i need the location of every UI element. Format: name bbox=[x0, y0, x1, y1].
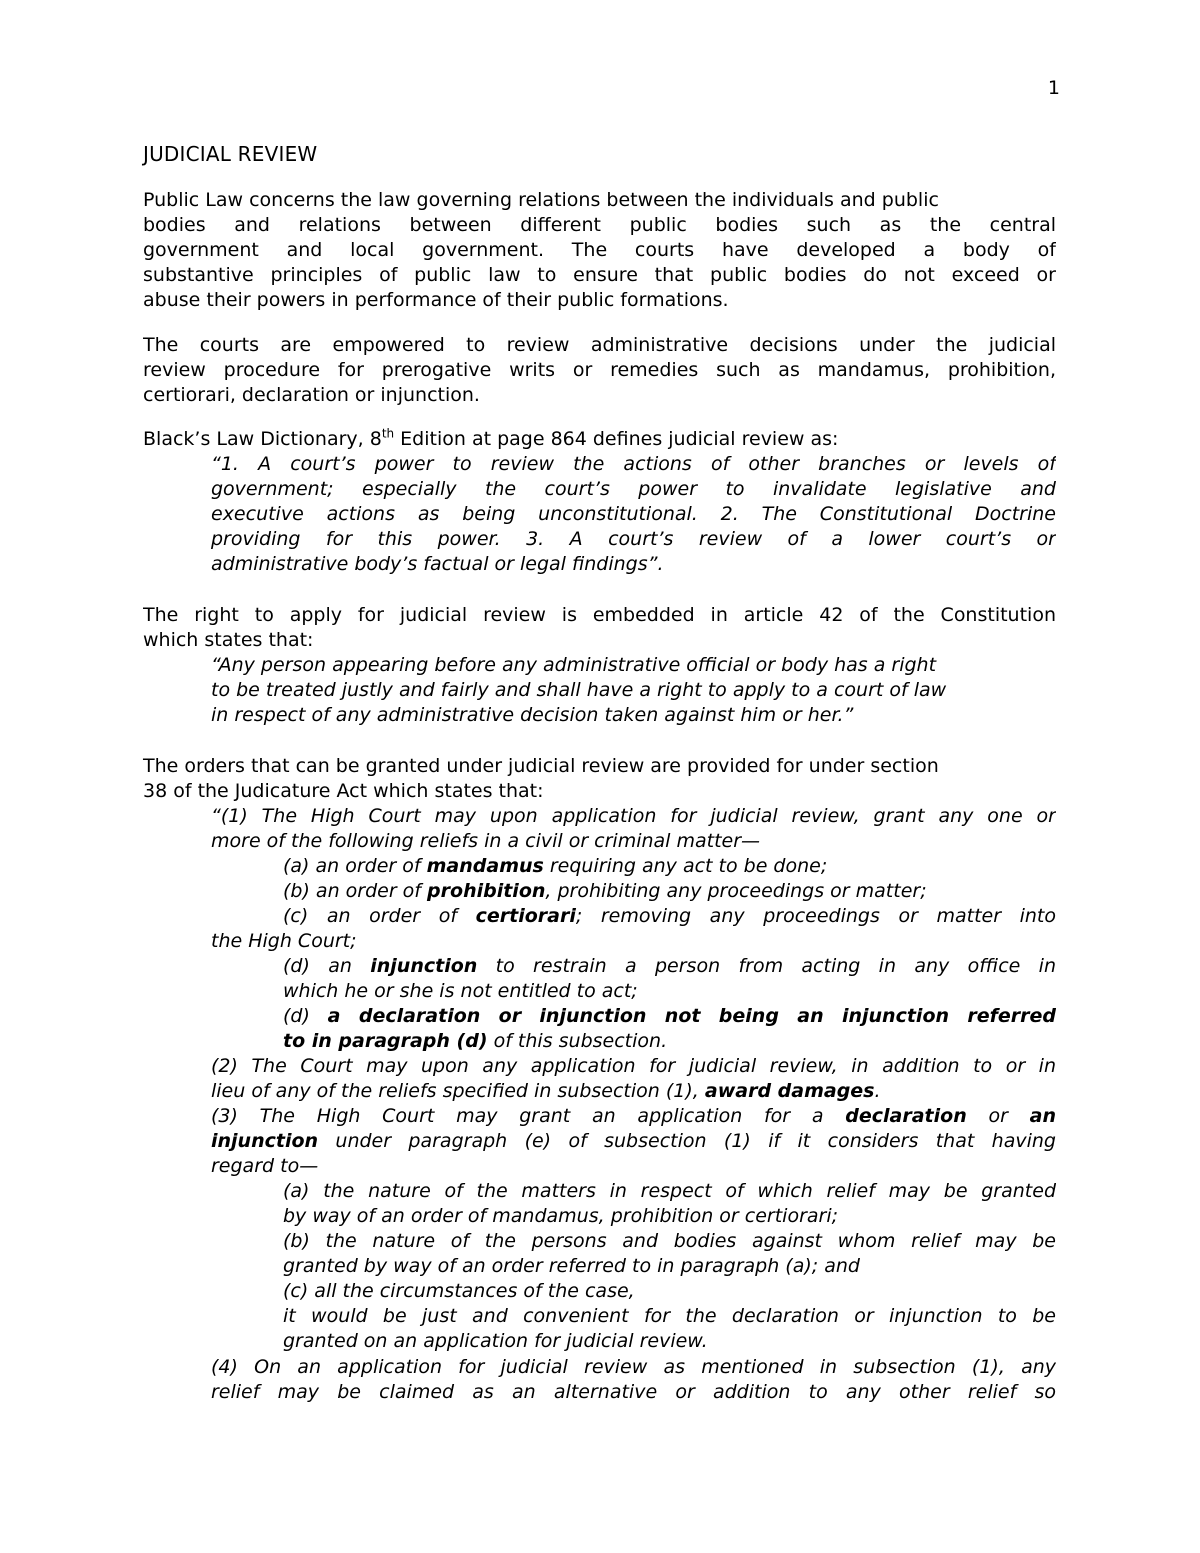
list-item bbox=[283, 879, 1056, 904]
list-reliefs-2 bbox=[283, 954, 1056, 1054]
text-fragment: or bbox=[966, 1105, 1030, 1127]
text-line: to be treated justly and fairly and shall have a right to apply to a court of law bbox=[211, 679, 947, 701]
text-fragment: , prohibiting any proceedings or matter; bbox=[545, 880, 927, 902]
text-line: bodies and relations between different public bodies such as the central bbox=[143, 214, 1056, 236]
text-line: substantive principles of public law to ensure that public bodies do not exceed or bbox=[143, 264, 1056, 286]
text-line: government and local government. The courts have developed a body of bbox=[143, 239, 1056, 261]
paragraph-courts-empowered bbox=[143, 333, 1056, 408]
text-line: The orders that can be granted under judicial review are provided for under section bbox=[143, 755, 939, 777]
quote-article-42 bbox=[211, 653, 1056, 728]
text-fragment: (c) an order of bbox=[283, 905, 476, 927]
text-fragment: requiring any act to be done; bbox=[543, 855, 828, 877]
text-line: certiorari, declaration or injunction. bbox=[143, 384, 480, 406]
paragraph-public-law bbox=[143, 188, 1056, 313]
text-fragment: (b) an order of bbox=[283, 880, 428, 902]
text-line bbox=[143, 427, 1056, 452]
text-line: regard to— bbox=[211, 1155, 319, 1177]
text-line: “Any person appearing before any administrative official or body has a right bbox=[211, 654, 937, 676]
text-line bbox=[211, 1129, 1056, 1154]
subsection-3 bbox=[211, 1104, 1056, 1179]
text-fragment: lieu of any of the reliefs specified in subsection (1), bbox=[211, 1080, 705, 1102]
list-item-continuation bbox=[211, 929, 1056, 954]
paragraph-section-38 bbox=[143, 754, 1056, 804]
bold-term: prohibition bbox=[427, 880, 546, 902]
text-fragment: ; removing any proceedings or matter into bbox=[575, 905, 1056, 927]
text-fragment: . bbox=[874, 1080, 881, 1102]
list-reliefs bbox=[283, 854, 1056, 929]
superscript: th bbox=[381, 426, 395, 441]
subsection-2 bbox=[211, 1054, 1056, 1104]
text-fragment: under paragraph (e) of subsection (1) if it considers that having bbox=[318, 1130, 1056, 1152]
text-line: Public Law concerns the law governing relations between the individuals and public bbox=[143, 189, 939, 211]
text-fragment: Edition at page 864 defines judicial review as: bbox=[394, 428, 839, 450]
bold-term: certiorari bbox=[475, 905, 576, 927]
text-fragment: of this subsection. bbox=[487, 1030, 668, 1052]
list-item bbox=[283, 954, 1056, 979]
text-line: more of the following reliefs in a civil or criminal matter— bbox=[211, 830, 761, 852]
text-line: (4) On an application for judicial review as mentioned in subsection (1), any bbox=[211, 1356, 1056, 1378]
text-line: relief may be claimed as an alternative or addition to any other relief so bbox=[211, 1381, 1056, 1403]
bold-term: declaration bbox=[845, 1105, 967, 1127]
document-title: JUDICIAL REVIEW bbox=[143, 142, 318, 166]
text-line: granted by way of an order referred to in paragraph (a); and bbox=[283, 1255, 860, 1277]
text-fragment: to restrain a person from acting in any office in bbox=[477, 955, 1056, 977]
bold-term: mandamus bbox=[426, 855, 544, 877]
text-line bbox=[211, 1104, 1056, 1129]
bold-term: to in paragraph (d) bbox=[283, 1030, 488, 1052]
bold-term: award damages bbox=[704, 1080, 875, 1102]
bold-term: injunction bbox=[370, 955, 478, 977]
list-item bbox=[283, 904, 1056, 929]
text-line: by way of an order of mandamus, prohibition or certiorari; bbox=[283, 1205, 839, 1227]
text-line: granted on an application for judicial review. bbox=[283, 1330, 708, 1352]
bold-term: a declaration or injunction not being an injunction referred bbox=[327, 1005, 1056, 1027]
bold-term: an bbox=[1029, 1105, 1056, 1127]
text-line: The courts are empowered to review administrative decisions under the judicial bbox=[143, 334, 1056, 356]
text-fragment: (d) an bbox=[283, 955, 371, 977]
text-line: The right to apply for judicial review is embedded in article 42 of the Constitution bbox=[143, 604, 1056, 626]
page-number: 1 bbox=[1047, 77, 1060, 99]
text-fragment: (d) bbox=[283, 1005, 328, 1027]
text-line: providing for this power. 3. A court’s review of a lower court’s or bbox=[211, 528, 1056, 550]
text-line: review procedure for prerogative writs or remedies such as mandamus, prohibition, bbox=[143, 359, 1056, 381]
list-item: (b) the nature of the persons and bodies against whom relief may be bbox=[283, 1230, 1056, 1252]
text-line: executive actions as being unconstitutional. 2. The Constitutional Doctrine bbox=[211, 503, 1056, 525]
text-line: in respect of any administrative decision taken against him or her.” bbox=[211, 704, 854, 726]
bold-term: injunction bbox=[211, 1130, 319, 1152]
text-line: which states that: bbox=[143, 629, 314, 651]
text-line bbox=[211, 1079, 1056, 1104]
text-line: it would be just and convenient for the declaration or injunction to be bbox=[283, 1305, 1056, 1327]
subsection-3-items bbox=[283, 1179, 1056, 1354]
text-line: which he or she is not entitled to act; bbox=[283, 980, 638, 1002]
paragraph-blacks-law bbox=[143, 427, 1056, 452]
text-line: administrative body’s factual or legal findings”. bbox=[211, 553, 664, 575]
subsection-4 bbox=[211, 1355, 1056, 1405]
list-item: (a) the nature of the matters in respect of which relief may be granted bbox=[283, 1180, 1056, 1202]
quote-blacks-definition bbox=[211, 452, 1056, 577]
text-line: 38 of the Judicature Act which states that: bbox=[143, 780, 544, 802]
quote-section-38-intro bbox=[211, 804, 1056, 854]
list-item bbox=[283, 854, 1056, 879]
text-line: government; especially the court’s power to invalidate legislative and bbox=[211, 478, 1056, 500]
text-fragment: Black’s Law Dictionary, 8 bbox=[143, 428, 382, 450]
text-line: “(1) The High Court may upon application for judicial review, grant any one or bbox=[211, 805, 1056, 827]
text-line: (2) The Court may upon any application for judicial review, in addition to or in bbox=[211, 1055, 1056, 1077]
list-item bbox=[283, 1004, 1056, 1029]
text-line: the High Court; bbox=[211, 930, 357, 952]
text-line bbox=[283, 1029, 1056, 1054]
paragraph-article-42 bbox=[143, 603, 1056, 653]
list-item: (c) all the circumstances of the case, bbox=[283, 1280, 635, 1302]
text-line: “1. A court’s power to review the actions of other branches or levels of bbox=[211, 453, 1056, 475]
text-fragment: (3) The High Court may grant an application for a bbox=[211, 1105, 846, 1127]
text-fragment: (a) an order of bbox=[283, 855, 427, 877]
text-line: abuse their powers in performance of their public formations. bbox=[143, 289, 729, 311]
